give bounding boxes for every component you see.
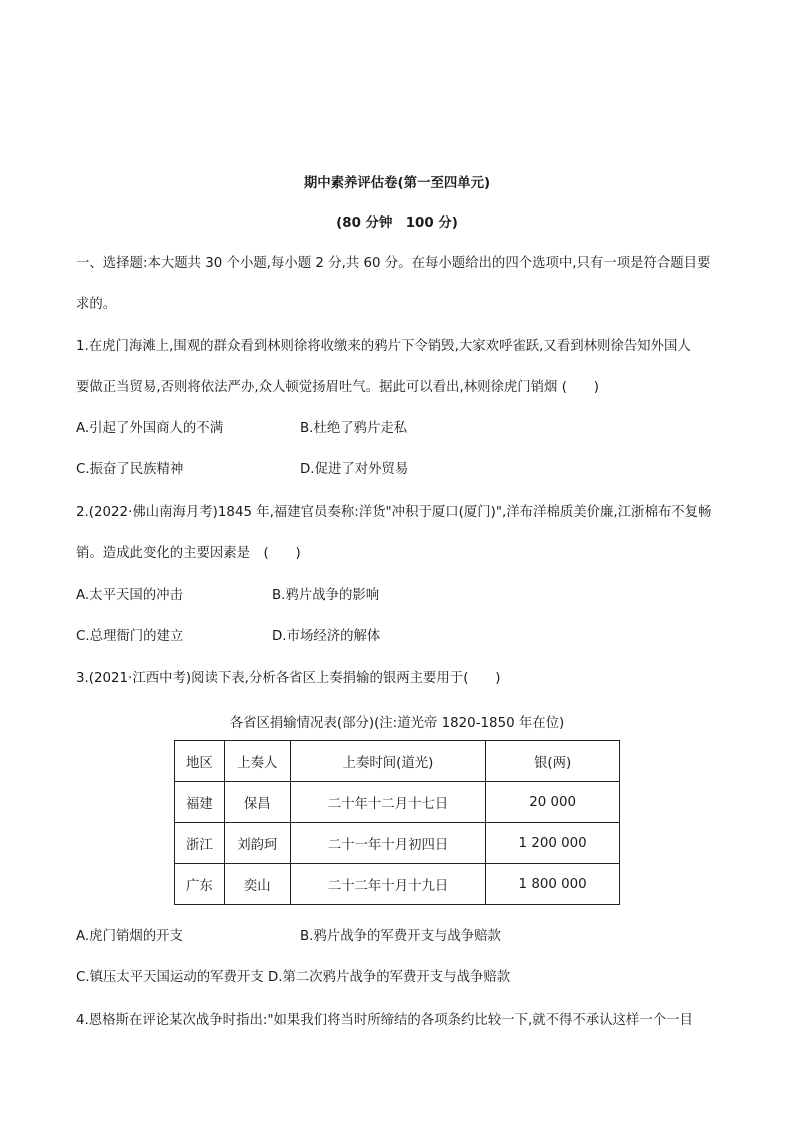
section-instruction-line2: 求的。 xyxy=(76,297,117,312)
table-cell: 二十年十二月十七日 xyxy=(290,782,486,823)
table-cell: 二十二年十月十九日 xyxy=(290,864,486,905)
table-header-cell: 上奏人 xyxy=(224,741,290,782)
q2-option-b: B.鸦片战争的影响 xyxy=(272,588,380,603)
table-header-cell: 上奏时间(道光) xyxy=(290,741,486,782)
table-cell: 福建 xyxy=(175,782,225,823)
table-cell: 20 000 xyxy=(486,782,620,823)
table-row xyxy=(175,823,620,864)
table-header-cell: 银(两) xyxy=(486,741,620,782)
table-cell: 刘韵珂 xyxy=(224,823,290,864)
section-instruction-line1: 一、选择题:本大题共 30 个小题,每小题 2 分,共 60 分。在每小题给出的四个选项中,只有一项是符合题目要 xyxy=(76,256,711,271)
q2-stem-line1: 2.(2022·佛山南海月考)1845 年,福建官员奏称:洋货"冲积于厦口(厦门)",洋布洋棉质美价廉,江浙棉布不复畅 xyxy=(76,505,712,520)
q3-option-b: B.鸦片战争的军费开支与战争赔款 xyxy=(300,929,501,944)
page-subtitle: (80 分钟 100 分) xyxy=(336,216,458,231)
table-cell: 广东 xyxy=(175,864,225,905)
table-cell: 保昌 xyxy=(224,782,290,823)
q1-option-a: A.引起了外国商人的不满 xyxy=(76,421,224,436)
table-cell: 1 200 000 xyxy=(486,823,620,864)
table-header-cell: 地区 xyxy=(175,741,225,782)
q2-option-c: C.总理衙门的建立 xyxy=(76,629,184,644)
q1-option-b: B.杜绝了鸦片走私 xyxy=(300,421,408,436)
q3-data-table xyxy=(174,740,620,905)
q4-stem-line1: 4.恩格斯在评论某次战争时指出:"如果我们将当时所缔结的各项条约比较一下,就不得不承认这样一个一目 xyxy=(76,1013,693,1028)
q3-option-cd: C.镇压太平天国运动的军费开支 D.第二次鸦片战争的军费开支与战争赔款 xyxy=(76,970,511,985)
q1-stem-line2: 要做正当贸易,否则将依法严办,众人顿觉扬眉吐气。据此可以看出,林则徐虎门销烟 ( ) xyxy=(76,380,599,395)
q1-stem-line1: 1.在虎门海滩上,围观的群众看到林则徐将收缴来的鸦片下令销毁,大家欢呼雀跃,又看到林则徐告知外国人 xyxy=(76,339,691,354)
q3-stem: 3.(2021·江西中考)阅读下表,分析各省区上奏捐输的银两主要用于( ) xyxy=(76,671,501,686)
table-row xyxy=(175,864,620,905)
table-cell: 1 800 000 xyxy=(486,864,620,905)
page-title: 期中素养评估卷(第一至四单元) xyxy=(303,176,491,191)
q1-option-c: C.振奋了民族精神 xyxy=(76,462,184,477)
q1-option-d: D.促进了对外贸易 xyxy=(300,462,409,477)
q3-table-caption: 各省区捐输情况表(部分)(注:道光帝 1820-1850 年在位) xyxy=(229,716,565,731)
table-row xyxy=(175,782,620,823)
q2-stem-line2: 销。造成此变化的主要因素是 ( ) xyxy=(76,546,301,561)
table-cell: 奕山 xyxy=(224,864,290,905)
table-cell: 二十一年十月初四日 xyxy=(290,823,486,864)
q2-option-a: A.太平天国的冲击 xyxy=(76,588,183,603)
q3-option-a: A.虎门销烟的开支 xyxy=(76,929,183,944)
q2-option-d: D.市场经济的解体 xyxy=(272,629,381,644)
table-cell: 浙江 xyxy=(175,823,225,864)
table-header-row xyxy=(175,741,620,782)
